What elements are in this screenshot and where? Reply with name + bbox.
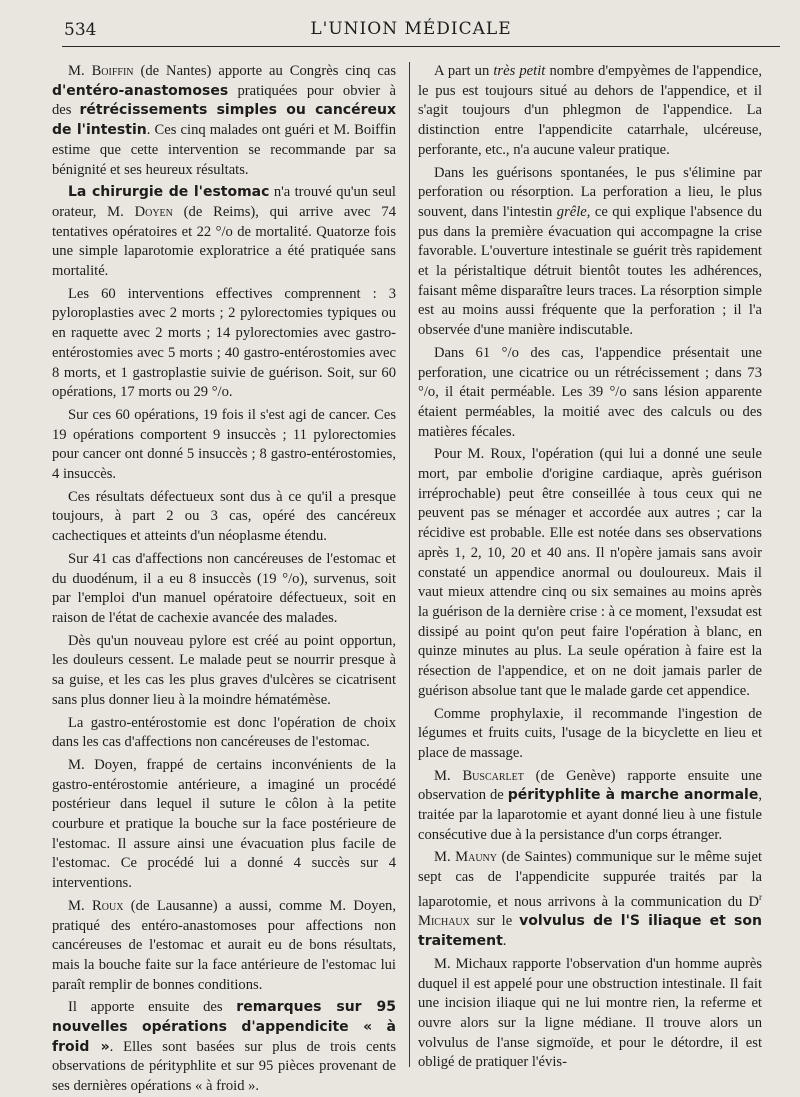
text-run: . Ces cinq malades ont guéri et M. Boiffin estime que cette intervention se recommande par sa bénignité et ses heureux résultats. — [52, 122, 396, 178]
paragraph — [418, 164, 762, 341]
text-run: très petit — [493, 63, 546, 79]
text-run: Sur 41 cas d'affections non cancéreuses de l'estomac et du duodénum, il a eu 8 insuccès (19 °/o), survenus, soit par l'emploi d'un manuel opératoire défectueux, soit en raison de l'état de cachexie avancée des malades. — [52, 550, 396, 626]
page-header — [62, 18, 760, 48]
header-rule — [62, 46, 780, 47]
text-run: pratiquées pour obvier à des — [52, 82, 396, 119]
paragraph — [418, 955, 762, 1073]
bold-heading-text: volvulus de l'S iliaque et son traitement — [418, 913, 762, 950]
text-run: Dès qu'un nouveau pylore est créé au point opportun, les douleurs cessent. Le malade peut se nourrir presque à sa guise, et les cas les plus graves d'ulcères se cicatrisent sans plus donner lieu à la moindre hématémèse. — [52, 632, 396, 708]
text-run: Sur ces 60 opérations, 19 fois il s'est agi de cancer. Ces 19 opérations comportent 9 insuccès ; 11 pylorectomies pour cancer ont donné 5 insuccès ; 8 gastro-entérostomies, 4 insuccès. — [52, 406, 396, 483]
paragraph — [52, 183, 396, 282]
paragraph — [52, 285, 396, 403]
text-run: , traitée par la laparotomie et ayant donné lieu à une fistule consécutive due à la persistance d'un corps étranger. — [418, 787, 762, 843]
paragraph — [418, 344, 762, 443]
page-number: 534 — [64, 20, 97, 40]
text-run: Pour M. Roux, l'opération (qui lui a donné une seule mort, par embolie d'origine cardiaque, après guérison irréprochable) peut être conseillée à tous ceux qui ne peuvent pas se ménager et accordée aux autres ; car la récidive est probable. Elle est notée dans ses observations après 1, 2, 10, 20 et 40 ans. Il n'opère jamais sans avoir constaté un appendice anormal ou douloureux. Mais il vaut mieux attendre cinq ou six semaines au moins après la guérison de la dernière crise : à ce moment, l'exsudat est dissipé au point qu'on peut faire l'opération à blanc, en quinze minutes au plus. La seule opération à faire est la résection de l'appendice, et on ne doit jamais parler de guérison absolue tant que le malade garde cet appendice. — [418, 446, 762, 699]
bold-heading-text: d'entéro-anastomoses — [52, 82, 229, 99]
right-column — [418, 62, 762, 1072]
text-run: . — [502, 933, 507, 950]
text-run: . Elles sont basées sur plus de trois cents observations de pérityphlite et sur 95 pièces provenant de ses dernières opérations « à froid ». — [52, 1038, 396, 1095]
left-column — [52, 62, 397, 1095]
text-run: Boiffin — [91, 63, 134, 79]
text-run: M. — [434, 849, 456, 866]
text-run: grêle — [556, 203, 587, 220]
text-run: (de Saintes) communique sur le même sujet sept cas de l'appendicite suppurée traités par la laparotomie, et nous arrivons à la communication du D — [418, 849, 762, 910]
text-run: (de Nantes) apporte au Congrès cinq cas — [133, 63, 396, 79]
text-run: Mauny — [455, 849, 498, 866]
text-run: M. — [434, 767, 463, 784]
text-run: M. — [68, 897, 93, 914]
text-run: , ce qui explique l'absence du pus dans la première évacuation qui accompagne la crise favorable. L'ouverture intestinale se guérit très rapidement et la péristaltique détruit bientôt toutes les adhérences, faisant même disparaître leurs traces. La résorption simple est au moins aussi fréquente que la perforation ; il l'a observée d'une manière indiscutable. — [418, 203, 762, 339]
paragraph — [418, 445, 762, 701]
bold-heading-text: remarques sur 95 nouvelles opérations d'appendicite « à froid » — [52, 999, 397, 1055]
text-run: Dans 61 °/o des cas, l'appendice présentait une perforation, une cicatrice ou un rétrécissement ; dans 73 °/o, il était perméable. Les 39 °/o sans lésion apparente étaient perméables, la moitié avec des calculs ou des matières fécales. — [418, 344, 762, 440]
paragraph — [418, 705, 762, 764]
paragraph — [52, 756, 396, 894]
paragraph — [52, 550, 396, 629]
text-run: Comme prophylaxie, il recommande l'ingestion de légumes et fruits cuits, l'usage de la bicyclette en lieu et place de massage. — [418, 705, 762, 761]
text-run: M. Michaux rapporte l'observation d'un homme auprès duquel il est appelé pour une obstruction intestinale. Il fait une incision iliaque qui ne lui montre rien, la referme et ouvre alors sur la ligne médiane. Il trouve alors un volvulus de l'anse sigmoïde, et pour le détordre, il est obligé de pratiquer l'évis- — [418, 955, 762, 1071]
journal-title: L'UNION MÉDICALE — [310, 19, 512, 39]
text-run: Ces résultats défectueux sont dus à ce qu'il a presque toujours, à part 2 ou 3 cas, opéré des cancéreux cachectiques et atteints d'un néoplasme étendu. — [52, 488, 396, 545]
text-run: Les 60 interventions effectives comprennent : 3 pyloroplasties avec 2 morts ; 2 pylorectomies typiques ou en raquette avec 2 morts ; 14 pylorectomies avec gastro-entérostomies avec 5 morts ; 40 gastro-entérostomies avec 8 morts, et 1 gastroplastie suivie de guérison. Soit, sur 60 opérations, 17 morts ou 29 °/o. — [52, 285, 396, 401]
text-run: (de Reims), qui arrive avec 74 tentatives opératoires et 22 °/o de mortalité. Quatorze fois une simple laparotomie exploratrice a été pratiquée sans mortalité. — [52, 203, 397, 280]
paragraph — [418, 848, 762, 951]
text-run: Buscarlet — [462, 767, 524, 784]
text-run: Roux — [92, 897, 124, 914]
paragraph — [52, 714, 396, 753]
paragraph — [52, 897, 396, 996]
text-run: La gastro-entérostomie est donc l'opération de choix dans les cas d'affections non cancéreuses de l'estomac. — [52, 714, 396, 751]
text-run: Michaux — [418, 913, 470, 930]
text-run: (de Genève) rapporte ensuite une observation de — [418, 767, 762, 804]
text-run: r — [759, 891, 762, 902]
bold-heading-text: rétrécissements simples ou cancéreux de l'intestin — [52, 102, 396, 139]
text-run: nombre d'empyèmes de l'appendice, le pus est toujours situé au dehors de l'appendice, et il s'agit toujours d'un phlegmon de l'appendice. La distinction entre l'appendicite catarrhale, ulcéreuse, perforante, etc., n'a aucune valeur pratique. — [418, 63, 762, 158]
text-run: M. — [68, 63, 92, 79]
text-run: Dans les guérisons spontanées, le pus s'élimine par perforation ou résorption. La perforation a lieu, le plus souvent, dans l'intestin — [418, 164, 762, 220]
paragraph — [52, 406, 396, 485]
bold-heading-text: La chirurgie de l'estomac — [68, 184, 270, 201]
text-run: sur le — [469, 913, 520, 930]
paragraph — [52, 632, 396, 711]
column-divider — [409, 62, 410, 1067]
text-run: (de Lausanne) a aussi, comme M. Doyen, pratiqué des entéro-anastomoses pour affections non cancéreuses de l'estomac et aurait eu de bons résultats, mais la bouche faite sur la face antérieure de l'estomac lui paraît remplir de bonnes conditions. — [52, 897, 396, 993]
text-run: Doyen — [134, 203, 173, 220]
text-run: Il apporte ensuite des — [68, 999, 237, 1016]
paragraph — [52, 488, 396, 547]
paragraph — [418, 767, 762, 846]
text-run: M. Doyen, frappé de certains inconvénients de la gastro-entérostomie antérieure, a imaginé un procédé postérieur dans lequel il suture le côlon à la petite courbure et pratique la bouche sur la face postérieure de l'estomac. Il assure ainsi une évacuation plus facile de l'estomac. Ce procédé lui a donné 4 succès sur 4 interventions. — [52, 756, 396, 892]
paragraph — [52, 62, 396, 180]
paragraph — [418, 62, 762, 161]
text-run: A part un — [434, 63, 494, 79]
paragraph — [52, 998, 396, 1097]
text-run: n'a trouvé qu'un seul orateur, M. — [52, 184, 396, 220]
bold-heading-text: pérityphlite à marche anormale — [507, 787, 759, 804]
